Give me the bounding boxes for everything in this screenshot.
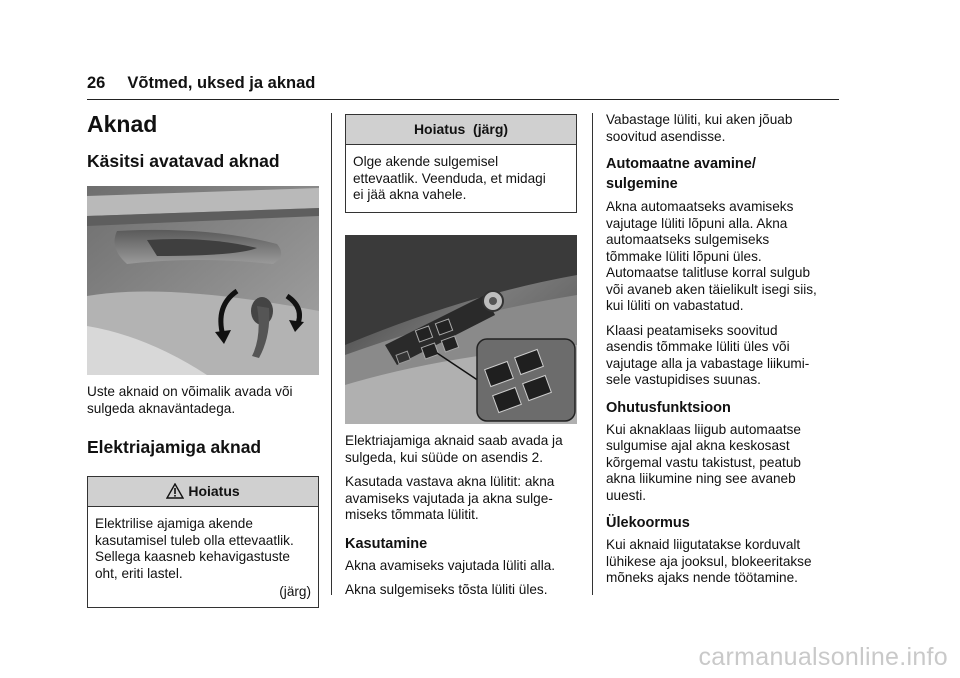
switch-text-line: miseks tõmmata lülitit. <box>345 507 479 522</box>
electric-windows-heading: Elektriajamiga aknad <box>87 437 262 457</box>
auto-text-line: vajutage lüliti lõpuni alla. Akna <box>606 215 788 231</box>
warning-title: Hoiatus <box>188 483 240 499</box>
usage-heading: Kasutamine <box>345 535 428 552</box>
safety-text-line: uuesti. <box>606 487 647 503</box>
header-rule <box>87 99 839 100</box>
auto-text-line: Automaatse talitluse korral sulgub <box>606 265 811 280</box>
door-crank-illustration <box>87 186 319 375</box>
page-title: Aknad <box>87 111 158 137</box>
left-column-lower <box>87 384 319 608</box>
auto-text-line: või avaneb aken täielikult isegi siis, <box>606 281 817 297</box>
auto-text <box>606 199 840 315</box>
overload-heading: Ülekoormus <box>606 515 690 531</box>
manual-windows-heading: Käsitsi avatavad aknad <box>87 151 280 171</box>
manual-windows-text: Uste aknaid on võimalik avada või sulgeda aknaväntadega. <box>87 384 293 416</box>
page-header <box>87 74 315 93</box>
auto-text-line: kui lüliti on vabastatud. <box>606 298 744 313</box>
electric-text-line: Elektriajamiga aknaid saab avada ja <box>345 433 563 448</box>
release-text-line: soovitud asendisse. <box>606 128 726 144</box>
section-title: Võtmed, uksed ja aknad <box>127 74 316 92</box>
stop-text-line: Klaasi peatamiseks soovitud <box>606 322 778 338</box>
stop-text <box>606 323 840 389</box>
manual-window-crank-photo <box>87 186 319 375</box>
left-column <box>87 111 319 172</box>
warning-line: kasutamisel tuleb olla ettevaatlik. <box>95 532 294 548</box>
auto-heading-line: Automaatne avamine/ <box>606 156 756 172</box>
warning-triangle-icon <box>166 480 184 509</box>
overload-text-line: Kui aknaid liigutatakse korduvalt <box>606 537 801 552</box>
column-divider-2 <box>592 113 593 595</box>
auto-text-line: Akna automaatseks avamiseks <box>606 199 794 214</box>
switch-text-line: Kasutada vastava akna lülitit: akna <box>345 474 555 489</box>
continued-label: (järg) <box>279 584 311 599</box>
switch-text-line: avamiseks vajutada ja akna sulge- <box>345 490 553 506</box>
safety-heading: Ohutusfunktsioon <box>606 399 731 416</box>
auto-heading-line: sulgemine <box>606 176 678 192</box>
electric-text-line: sulgeda, kui süüde on asendis 2. <box>345 449 544 465</box>
middle-column <box>345 114 577 213</box>
warning-line: ettevaatlik. Veenduda, et midagi <box>353 170 546 186</box>
auto-text-line: automaatseks sulgemiseks <box>606 232 770 247</box>
warning-continued-header: Hoiatus (järg) <box>346 115 576 145</box>
warning-box-header <box>88 477 318 507</box>
auto-text-line: tõmmake lüliti lõpuni üles. <box>606 248 762 264</box>
watermark: carmanualsonline.info <box>698 643 948 671</box>
warning-line: Olge akende sulgemisel <box>353 154 499 169</box>
power-window-switch-photo <box>345 235 577 424</box>
safety-text-line: kõrgemal vastu takistust, peatub <box>606 454 801 470</box>
stop-text-line: vajutage alla ja vabastage liikumi- <box>606 355 810 371</box>
usage-close-text: Akna sulgemiseks tõsta lüliti üles. <box>345 582 548 597</box>
warning-line: ei jää akna vahele. <box>353 187 467 202</box>
warning-line: Sellega kaasneb kehavigastuste <box>95 549 290 564</box>
warning-line: Elektrilise ajamiga akende <box>95 516 253 531</box>
page-number: 26 <box>87 74 106 92</box>
overload-text-line: mõneks ajaks nende töötamine. <box>606 570 798 585</box>
warning-box-continued <box>345 114 577 213</box>
window-switch-illustration <box>345 235 577 424</box>
middle-column-lower <box>345 433 581 599</box>
warning-continued-body <box>346 145 576 212</box>
safety-text <box>606 422 840 505</box>
safety-text-line: sulgumise ajal akna keskosast <box>606 438 790 453</box>
safety-text-line: Kui aknaklaas liigub automaatse <box>606 421 801 437</box>
release-text-line: Vabastage lüliti, kui aken jõuab <box>606 112 793 127</box>
usage-open-text: Akna avamiseks vajutada lüliti alla. <box>345 557 556 573</box>
warning-box <box>87 476 319 608</box>
stop-text-line: sele vastupidises suunas. <box>606 372 761 387</box>
overload-text-line: lühikese aja jooksul, blokeeritakse <box>606 553 812 569</box>
right-column <box>606 112 840 587</box>
warning-line: oht, eriti lastel. <box>95 565 183 581</box>
overload-text <box>606 537 840 587</box>
column-divider-1 <box>331 113 332 595</box>
stop-text-line: asendis tõmmake lüliti üles või <box>606 339 790 354</box>
warning-box-body <box>88 507 318 607</box>
safety-text-line: akna liikumine ning see avaneb <box>606 471 796 486</box>
